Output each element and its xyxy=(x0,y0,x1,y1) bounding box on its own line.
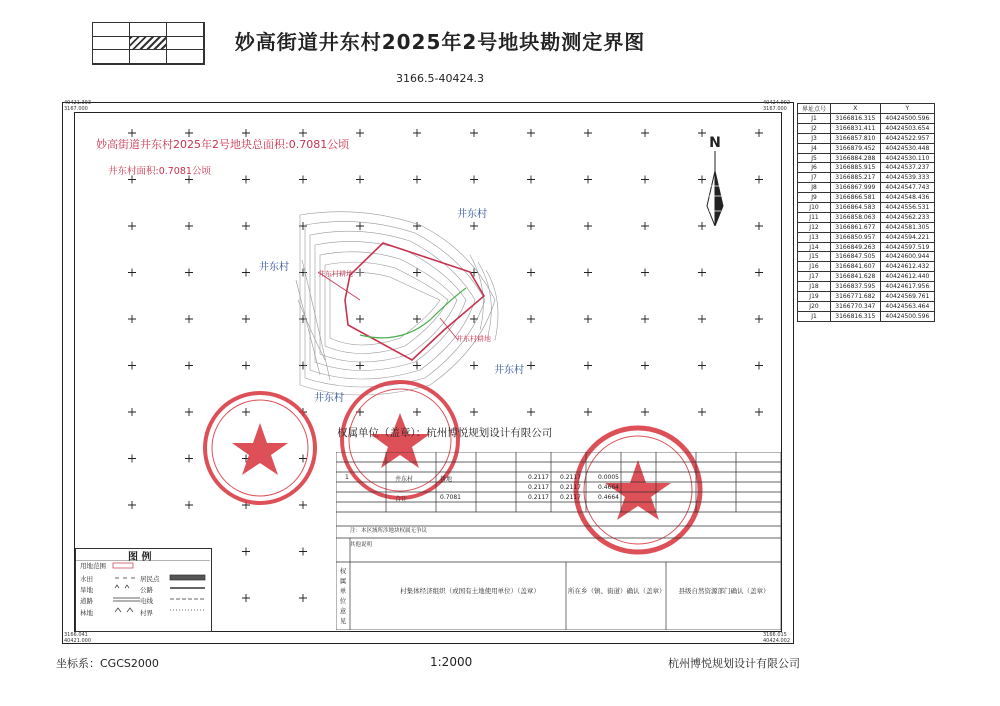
legend-item: 水田 xyxy=(80,575,93,583)
owner-opinion-label: 权属单位意见 xyxy=(339,567,347,625)
col-header: Y xyxy=(880,104,934,114)
table-cell: J2 xyxy=(798,123,831,133)
table-cell: 40424569.761 xyxy=(880,292,934,302)
table-cell: 3166866.581 xyxy=(831,193,881,203)
table-cell: 40424562.233 xyxy=(880,212,934,222)
table-cell: 3166837.595 xyxy=(831,282,881,292)
legend-item: 用地范围 xyxy=(80,562,106,570)
parcel-label: 井东村耕地 xyxy=(318,270,353,278)
info-cell: 0.4664 xyxy=(598,494,619,501)
table-cell: J3 xyxy=(798,133,831,143)
table-cell: J6 xyxy=(798,163,831,173)
place-label: 井东村 xyxy=(494,365,524,376)
legend-item: 林地 xyxy=(80,609,93,617)
table-cell: J1 xyxy=(798,311,831,321)
info-cell: 0.2117 xyxy=(560,494,581,501)
table-cell: 40424612.440 xyxy=(880,272,934,282)
town-sign-label: 所在乡（镇、街道）确认（盖章） xyxy=(568,587,666,595)
table-cell: J17 xyxy=(798,272,831,282)
table-cell: 3166816.315 xyxy=(831,311,881,321)
info-cell: 井东村 xyxy=(395,476,414,483)
table-cell: 40424617.956 xyxy=(880,282,934,292)
info-cell: 0.2117 xyxy=(528,484,549,491)
table-cell: 40424530.110 xyxy=(880,153,934,163)
corner-coord-bottom-right: 3166.015 40424.002 xyxy=(763,632,791,644)
legend-item: 电线 xyxy=(140,597,153,605)
place-label: 井东村 xyxy=(314,393,344,404)
info-cell: 0.0005 xyxy=(598,474,619,481)
info-note: 注：本区域所涉地块权属无争议 xyxy=(350,528,428,534)
legend-symbols xyxy=(75,560,210,630)
village-area-label: 井东村面积:0.7081公顷 xyxy=(108,166,211,177)
table-cell: 3166879.452 xyxy=(831,143,881,153)
table-cell: 3166847.505 xyxy=(831,252,881,262)
table-cell: J18 xyxy=(798,282,831,292)
company-name: 杭州博悦规划设计有限公司 xyxy=(668,657,800,670)
table-cell: 3166885.217 xyxy=(831,173,881,183)
table-cell: 3166841.607 xyxy=(831,262,881,272)
table-cell: 40424547.743 xyxy=(880,183,934,193)
table-cell: 40424500.596 xyxy=(880,311,934,321)
info-cell: 0.2117 xyxy=(560,484,581,491)
table-cell: 3166816.315 xyxy=(831,114,881,124)
table-cell: 3166850.957 xyxy=(831,232,881,242)
table-cell: J4 xyxy=(798,143,831,153)
table-cell: 40424548.436 xyxy=(880,193,934,203)
table-cell: 3166864.583 xyxy=(831,203,881,213)
table-cell: J16 xyxy=(798,262,831,272)
legend-item: 道路 xyxy=(80,597,93,605)
table-cell: 40424581.305 xyxy=(880,222,934,232)
table-cell: J19 xyxy=(798,292,831,302)
corner-coord-top-right: 40424.002 3167.000 xyxy=(763,100,791,112)
table-cell: J15 xyxy=(798,252,831,262)
info-cell: 0.2117 xyxy=(528,494,549,501)
table-cell: 3166849.263 xyxy=(831,242,881,252)
north-letter: N xyxy=(709,135,721,151)
table-cell: 3166770.347 xyxy=(831,301,881,311)
col-header: 界址点号 xyxy=(798,104,831,114)
table-cell: 40424500.596 xyxy=(880,114,934,124)
table-cell: J1 xyxy=(798,114,831,124)
table-cell: 3166884.288 xyxy=(831,153,881,163)
table-cell: 3166841.628 xyxy=(831,272,881,282)
map-title: 妙高街道井东村2025年2号地块勘测定界图 xyxy=(234,30,646,54)
table-cell: 40424597.519 xyxy=(880,242,934,252)
info-other: 其他说明 xyxy=(350,542,373,548)
table-cell: 40424556.531 xyxy=(880,203,934,213)
legend-title: 图 例 xyxy=(128,552,152,563)
info-cell: 1 xyxy=(345,474,349,481)
table-cell: 3166771.682 xyxy=(831,292,881,302)
info-cell: 0.4664 xyxy=(598,484,619,491)
table-cell: 40424539.333 xyxy=(880,173,934,183)
info-cell: 0.2117 xyxy=(528,474,549,481)
table-cell: 3166861.677 xyxy=(831,222,881,232)
ownership-unit-line: 权属单位（盖章）：杭州博悦规划设计有限公司 xyxy=(337,427,553,439)
table-cell: 3166831.411 xyxy=(831,123,881,133)
corner-coord-top-left: 40421.393 3167.000 xyxy=(64,100,92,112)
table-cell: J20 xyxy=(798,301,831,311)
info-cell: 0.2117 xyxy=(560,474,581,481)
table-cell: 3166858.063 xyxy=(831,212,881,222)
table-cell: J13 xyxy=(798,232,831,242)
table-cell: 40424594.221 xyxy=(880,232,934,242)
sheet-number: 3166.5-40424.3 xyxy=(396,72,484,85)
table-cell: 40424537.237 xyxy=(880,163,934,173)
table-cell: 40424503.654 xyxy=(880,123,934,133)
table-cell: J11 xyxy=(798,212,831,222)
table-cell: 40424563.464 xyxy=(880,301,934,311)
table-cell: J10 xyxy=(798,203,831,213)
table-cell: J14 xyxy=(798,242,831,252)
legend-item: 旱地 xyxy=(80,586,93,594)
table-cell: 40424612.432 xyxy=(880,262,934,272)
table-cell: 3166857.810 xyxy=(831,133,881,143)
info-cell: 耕地 xyxy=(440,476,453,483)
parcel-label: 井东村耕地 xyxy=(456,335,491,343)
table-cell: 40424530.448 xyxy=(880,143,934,153)
table-cell: J8 xyxy=(798,183,831,193)
legend-item: 居民点 xyxy=(140,575,160,583)
corner-coord-bottom-left: 3166.041 40421.000 xyxy=(64,632,92,644)
table-cell: J9 xyxy=(798,193,831,203)
table-cell: J5 xyxy=(798,153,831,163)
place-label: 井东村 xyxy=(259,262,289,273)
place-label: 井东村 xyxy=(457,209,487,220)
legend-item: 村界 xyxy=(140,609,153,617)
table-cell: J12 xyxy=(798,222,831,232)
table-cell: 3166885.915 xyxy=(831,163,881,173)
table-cell: 40424522.957 xyxy=(880,133,934,143)
map-scale: 1:2000 xyxy=(430,655,473,669)
table-cell: J7 xyxy=(798,173,831,183)
info-cell: 0.7081 xyxy=(440,494,461,501)
coordinate-system: 坐标系：CGCS2000 xyxy=(56,657,159,670)
info-cell: 合计 xyxy=(395,496,408,503)
total-area-label: 妙高街道井东村2025年2号地块总面积:0.7081公顷 xyxy=(96,138,350,151)
table-cell: 40424600.944 xyxy=(880,252,934,262)
county-sign-label: 县级自然资源部门确认（盖章） xyxy=(678,587,770,595)
col-header: X xyxy=(831,104,881,114)
table-cell: 3166867.999 xyxy=(831,183,881,193)
stamp-seal-icon xyxy=(205,393,315,503)
village-sign-label: 村集体经济组织（或国有土地使用单位）（盖章） xyxy=(400,587,540,595)
legend-item: 公路 xyxy=(140,586,153,594)
